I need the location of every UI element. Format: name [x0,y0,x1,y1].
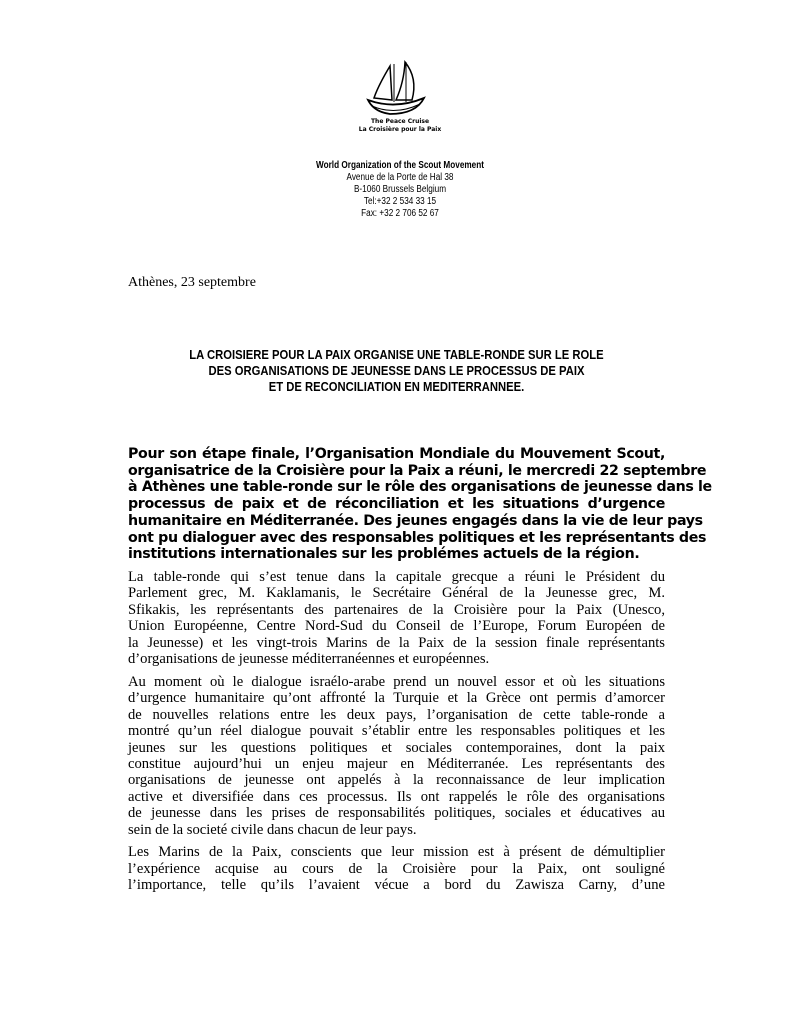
text-line: institutions internationales sur les problémes actuels de la région. [128,546,640,563]
text-line: de nouvelles relations entre les deux pays, l’organisation de cette table-ronde a [128,706,665,723]
text-line: Union Européenne, Centre Nord-Sud du Conseil de l’Europe, Forum Européen de [128,618,665,635]
text-line: de jeunesse dans les prises de responsabilités politiques, sociales et éducatives au [128,805,665,822]
press-release-title [128,347,665,395]
address-street: Avenue de la Porte de Hal 38 [346,172,454,183]
text-line: l’importance, telle qu’ils l’avaient vécue a bord du Zawisza Carny, d’une [128,877,665,894]
text-line: organisatrice de la Croisière pour la Paix a réuni, le mercredi 22 septembre [128,462,707,479]
sender-address [236,160,564,220]
body-paragraph [128,674,665,839]
text-line: d’urgence humanitaire qu’ont affronté la Turquie et la Grèce ont permis d’amorcer [128,690,665,707]
text-line: l’expérience acquise au cours de la Croisière pour la Paix, ont souligné [128,860,665,877]
body-paragraph [128,569,665,668]
text-line: montré qu’un réel dialogue pouvait s’établir entre les responsables politiques et les [128,723,665,740]
title-line: ET DE RECONCILIATION EN MEDITERRANNEE. [268,380,525,394]
address-fax: Fax: +32 2 706 52 67 [361,208,439,219]
title-line: LA CROISIERE POUR LA PAIX ORGANISE UNE TABLE-RONDE SUR LE ROLE [189,348,604,362]
text-line: Les Marins de la Paix, conscients que leur mission est à présent de démultiplier [128,844,665,861]
title-line: DES ORGANISATIONS DE JEUNESSE DANS LE PROCESSUS DE PAIX [208,364,585,378]
address-city: B-1060 Brussels Belgium [353,184,447,195]
text-line: Pour son étape finale, l’Organisation Mondiale du Mouvement Scout, [128,446,665,462]
date-line: Athènes, 23 septembre [128,275,256,290]
text-line: à Athènes une table-ronde sur le rôle des organisations de jeunesse dans le [128,479,712,496]
text-line: constitue aujourd’hui un enjeu majeur en Méditerranée. Les représentants des [128,755,665,772]
text-line: la Jeunesse) et les vingt-trois Marins de la Paix de la session finale représentants [128,634,665,651]
text-line: Au moment où le dialogue israélo-arabe prend un nouvel essor et où les situations [128,673,665,690]
organization-name: World Organization of the Scout Movement [316,160,484,171]
body-paragraph [128,844,665,893]
text-line: ont pu dialoguer avec des responsables politiques et les représentants des [128,529,707,546]
text-line: active et diversifiée dans ces processus. Ils ont rappelés le rôle des organisations [128,788,665,805]
text-line: sein de la societé civile dans chacun de leur pays. [128,821,417,838]
text-line: Parlement grec, M. Kaklamanis, le Secrétaire Général de la Jeunesse grec, M. [128,585,665,602]
text-line: d’organisations de jeunesse méditerranéennes et européennes. [128,651,490,668]
address-tel: Tel:+32 2 534 33 15 [363,196,437,207]
text-line: Sfikakis, les représentants des partenaires de la Croisière pour la Paix (Unesco, [128,601,665,618]
text-line: processus de paix et de réconciliation et les situations d’urgence [128,496,665,513]
logo-caption-en: The Peace Cruise [370,118,430,125]
text-line: organisations de jeunesse ont appelés à la reconnaissance de leur implication [128,772,665,789]
body-text [128,569,665,900]
lead-paragraph [128,446,712,563]
text-line: La table-ronde qui s’est tenue dans la capitale grecque a réuni le Président du [128,569,665,585]
text-line: humanitaire en Méditerranée. Des jeunes engagés dans la vie de leur pays [128,512,703,529]
text-line: jeunes sur les questions politiques et sociales contemporaines, dont la paix [128,739,665,756]
logo-caption-fr: La Croisière pour la Paix [358,126,442,133]
